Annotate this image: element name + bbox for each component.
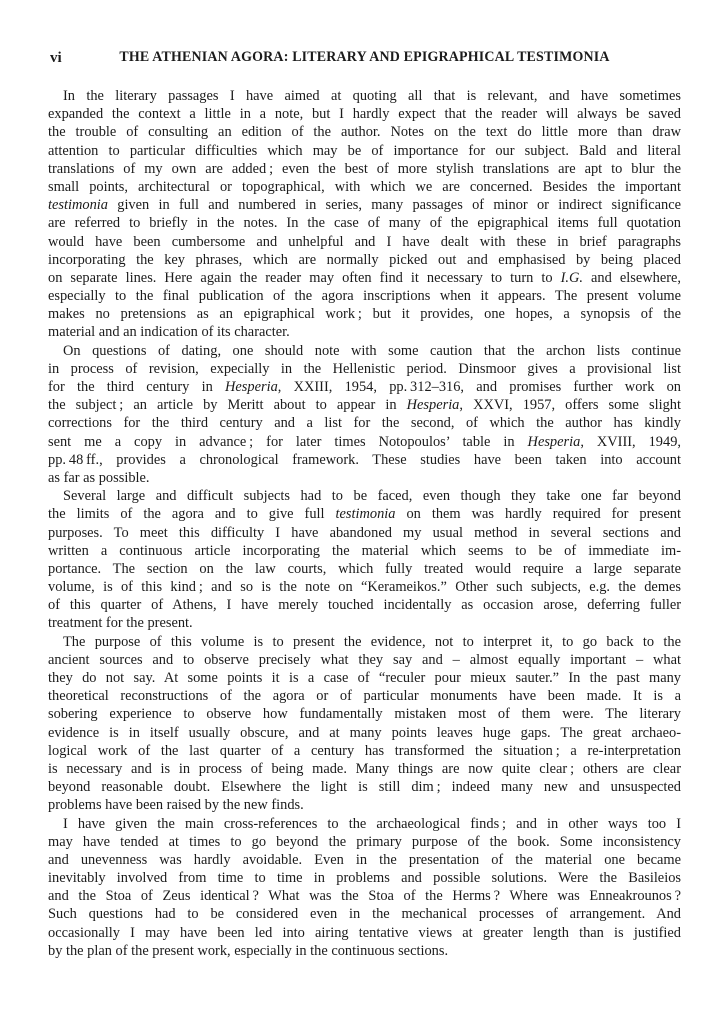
text-line: by the plan of the present work, especially in the continuous sections. bbox=[48, 942, 449, 959]
text-line: material and an indication of its character. bbox=[48, 324, 290, 341]
text-line: volume, is of this kind ; and so is the note on “Kerameikos.” Other such subjects, e.g. the demes bbox=[48, 579, 681, 596]
page-number: vi bbox=[50, 50, 62, 66]
text-line: attention to particular difficulties which may be of importance for our subject. Bald and literal bbox=[48, 142, 681, 159]
text-line: Such questions had to be considered even in the mechanical processes of arrangement. And bbox=[48, 906, 681, 923]
text-line: is necessary and is in process of being made. Many things are now quite clear ; others are clear bbox=[48, 760, 681, 777]
running-title: THE ATHENIAN AGORA: LITERARY AND EPIGRAPHICAL TESTIMONIA bbox=[119, 49, 610, 65]
text-line: logical work of the last quarter of a century has transformed the situation ; a re-interpretation bbox=[48, 742, 681, 759]
text-line: the trouble of consulting an edition of the author. Notes on the text do little more than draw bbox=[48, 124, 681, 141]
text-line: occasionally I may have been led into airing tentative views at greater length than is justified bbox=[48, 924, 681, 941]
paragraph bbox=[48, 342, 681, 488]
text-line: makes no pretensions as an epigraphical work ; but it provides, one hopes, a synopsis of the bbox=[48, 306, 681, 323]
text-line: On questions of dating, one should note with some caution that the archon lists continue bbox=[63, 342, 681, 359]
text-line: inevitably involved from time to time in problems and possible solutions. Were the Basileios bbox=[48, 870, 681, 887]
text-line: and the Stoa of Zeus identical ? What was the Stoa of the Herms ? Where was Enneakrounos ? bbox=[48, 888, 681, 905]
paragraph bbox=[48, 633, 681, 815]
text-line: translations of my own are added ; even the best of more stylish translations are apt to blur the bbox=[48, 160, 681, 177]
text-line: small points, architectural or topographical, with which we are concerned. Besides the important bbox=[48, 178, 681, 195]
page-body bbox=[48, 87, 681, 960]
text-line: In the literary passages I have aimed at quoting all that is relevant, and have sometimes bbox=[63, 88, 681, 104]
paragraph bbox=[48, 87, 681, 342]
text-line: of this quarter of Athens, I have merely touched incidentally as occasion arose, deferring fuller bbox=[48, 597, 681, 614]
text-line: may have tended at times to go beyond the primary purpose of the book. Some inconsistency bbox=[48, 833, 681, 850]
text-line: the subject ; an article by Meritt about to appear in Hesperia, XXVI, 1957, offers some slight bbox=[48, 397, 681, 414]
text-line: they do not say. At some points it is a case of “reculer pour mieux sauter.” In the past many bbox=[48, 670, 681, 686]
text-line: sobering experience to observe how fundamentally mistaken most of them were. The literary bbox=[48, 706, 681, 723]
text-line: incorporating the key phrases, which are normally picked out and emphasised by being placed bbox=[48, 251, 681, 268]
text-line: on separate lines. Here again the reader may often find it necessary to turn to I.G. and elsewhere, bbox=[48, 269, 681, 286]
text-line: in process of revision, expecially in the Hellenistic period. Dinsmoor gives a provisional list bbox=[48, 360, 681, 377]
text-line: the limits of the agora and to give full testimonia on them was hardly required for present bbox=[48, 506, 681, 523]
text-line: written a continuous article incorporating the material which seems to be of immediate im- bbox=[48, 542, 681, 559]
text-line: I have given the main cross-references to the archaeological finds ; and in other ways too I bbox=[63, 815, 681, 832]
text-line: theoretical reconstructions of the agora or of particular monuments have been made. It is a bbox=[48, 688, 681, 705]
text-line: testimonia given in full and numbered in series, many passages of minor or indirect significance bbox=[48, 197, 681, 214]
text-line: would have been cumbersome and unhelpful and I have dealt with these in brief paragraphs bbox=[48, 233, 681, 250]
text-line: pp. 48 ff., provides a chronological framework. These studies have been taken into account bbox=[48, 451, 681, 468]
text-line: especially to the final publication of the agora inscriptions when it appears. The present volume bbox=[48, 288, 681, 305]
text-line: sent me a copy in advance ; for later times Notopoulos’ table in Hesperia, XVIII, 1949, bbox=[48, 433, 681, 450]
text-line: treatment for the present. bbox=[48, 615, 193, 632]
text-line: problems have been raised by the new finds. bbox=[48, 797, 304, 814]
text-line: for the third century in Hesperia, XXIII, 1954, pp. 312–316, and promises further work on bbox=[48, 379, 682, 395]
running-head bbox=[48, 49, 681, 69]
text-line: expanded the context a little in a note, but I hardly expect that the reader will always be saved bbox=[48, 106, 681, 123]
text-line: corrections for the third century and a list for the second, of which the author has kindly bbox=[48, 415, 681, 432]
text-line: and unevenness was hardly avoidable. Even in the presentation of the material one became bbox=[48, 851, 681, 868]
text-line: beyond reasonable doubt. Elsewhere the light is still dim ; indeed many new and unsuspected bbox=[48, 779, 681, 796]
text-line: purposes. To meet this difficulty I have abandoned my usual method in several sections and bbox=[48, 524, 681, 541]
text-line: portance. The section on the law courts, which fully treated would require a large separate bbox=[48, 560, 681, 577]
paragraph bbox=[48, 487, 681, 633]
paragraph bbox=[48, 815, 681, 961]
text-line: Several large and difficult subjects had to be faced, even though they take one far beyond bbox=[63, 488, 681, 505]
text-line: ancient sources and to observe precisely what they say and – almost equally important – what bbox=[48, 651, 681, 668]
text-line: evidence is in itself usually obscure, and at many points leaves huge gaps. The great archaeo- bbox=[48, 724, 681, 741]
text-line: as far as possible. bbox=[48, 469, 150, 486]
text-line: are referred to briefly in the notes. In the case of many of the epigraphical items full quotation bbox=[48, 215, 681, 232]
text-line: The purpose of this volume is to present the evidence, not to interpret it, to go back to the bbox=[63, 633, 681, 650]
